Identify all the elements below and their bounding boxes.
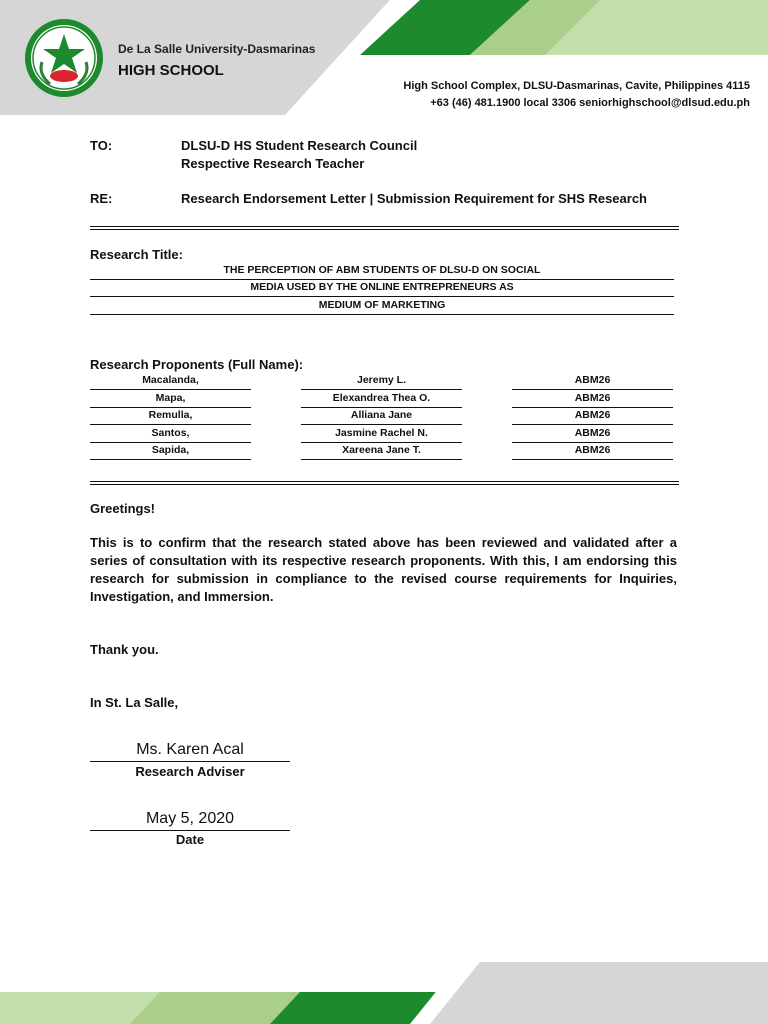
proponent-last-name: Santos, (90, 425, 251, 443)
university-seal-icon (24, 18, 104, 98)
proponent-section: ABM26 (512, 407, 673, 425)
to-label: TO: (90, 138, 113, 153)
date-label: Date (175, 832, 205, 847)
proponent-last-name: Sapida, (90, 442, 251, 460)
proponent-first-name: Alliana Jane (301, 407, 462, 425)
thank-you: Thank you. (90, 642, 159, 657)
proponent-section: ABM26 (512, 372, 673, 390)
proponent-section: ABM26 (512, 425, 673, 443)
greeting: Greetings! (90, 501, 156, 516)
to-line-2: Respective Research Teacher (181, 156, 365, 171)
research-title-line: MEDIUM OF MARKETING (90, 297, 674, 315)
research-title-line: MEDIA USED BY THE ONLINE ENTREPRENEURS AS (90, 279, 674, 297)
school-contact: +63 (46) 481.1900 local 3306 seniorhighschool@dlsud.edu.ph (430, 97, 750, 109)
proponent-last-name: Macalanda, (90, 372, 251, 390)
research-title-label: Research Title: (90, 247, 183, 262)
adviser-name: Ms. Karen Acal (90, 739, 290, 762)
section-divider (90, 226, 679, 230)
university-name: De La Salle University-Dasmarinas (118, 42, 316, 56)
to-line-1: DLSU-D HS Student Research Council (181, 138, 418, 153)
proponent-last-name: Mapa, (90, 390, 251, 408)
proponent-section: ABM26 (512, 390, 673, 408)
proponent-last-name: Remulla, (90, 407, 251, 425)
proponent-first-name: Xareena Jane T. (301, 442, 462, 460)
research-title-line: THE PERCEPTION OF ABM STUDENTS OF DLSU-D ON SOCIAL (90, 262, 674, 280)
proponent-section: ABM26 (512, 442, 673, 460)
proponents-label: Research Proponents (Full Name): (90, 357, 304, 372)
adviser-role: Research Adviser (135, 764, 245, 779)
proponent-first-name: Elexandrea Thea O. (301, 390, 462, 408)
re-value: Research Endorsement Letter | Submission Requirement for SHS Research (181, 191, 647, 206)
school-address: High School Complex, DLSU-Dasmarinas, Cavite, Philippines 4115 (403, 80, 750, 92)
closing: In St. La Salle, (90, 695, 179, 710)
section-divider (90, 481, 679, 485)
proponent-first-name: Jasmine Rachel N. (301, 425, 462, 443)
footer-banner (0, 962, 768, 1024)
re-label: RE: (90, 191, 113, 206)
letter-body: This is to confirm that the research stated above has been reviewed and validated after a series of consultation with its respective research proponents. With this, I am endorsing this research for submission in compliance to the revised course requirements for Inquiries, Investigation, and Immersion. (90, 535, 677, 604)
school-name: HIGH SCHOOL (118, 62, 224, 79)
signature-date: May 5, 2020 (90, 808, 290, 831)
proponent-first-name: Jeremy L. (301, 372, 462, 390)
